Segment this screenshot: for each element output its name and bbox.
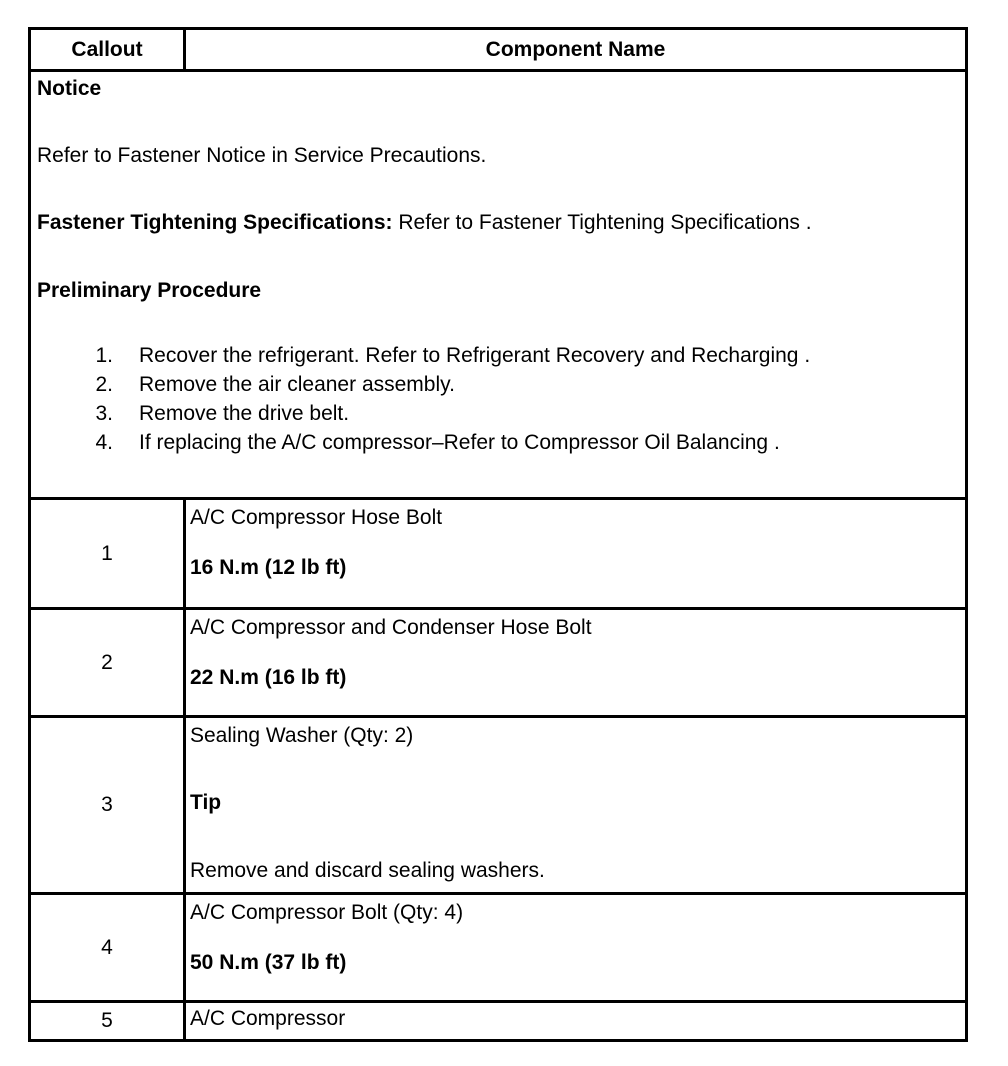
header-component-name: Component Name bbox=[185, 29, 967, 71]
component-cell bbox=[185, 1002, 967, 1041]
component-cell bbox=[185, 717, 967, 894]
table-row bbox=[30, 894, 967, 1002]
component-name: A/C Compressor Bolt (Qty: 4) bbox=[190, 901, 464, 924]
step-number: 2. bbox=[95, 372, 113, 396]
notice-row bbox=[30, 71, 967, 499]
step-text: If replacing the A/C compressor–Refer to Compressor Oil Balancing . bbox=[139, 430, 780, 454]
procedure-title: Preliminary Procedure bbox=[37, 278, 262, 302]
table-row bbox=[30, 1002, 967, 1041]
callout-number: 3 bbox=[30, 717, 185, 894]
callout-number: 4 bbox=[30, 894, 185, 1002]
spec-text: Refer to Fastener Tightening Specifications . bbox=[392, 211, 812, 235]
step-text: Remove the drive belt. bbox=[139, 401, 350, 425]
torque-spec: 22 N.m (16 lb ft) bbox=[190, 666, 347, 690]
procedure-step bbox=[37, 399, 960, 428]
table-row bbox=[30, 717, 967, 894]
tip-label: Tip bbox=[190, 791, 222, 814]
torque-spec: 16 N.m (12 lb ft) bbox=[190, 556, 347, 580]
notice-title: Notice bbox=[37, 77, 102, 100]
step-number: 4. bbox=[95, 430, 113, 454]
component-name: A/C Compressor and Condenser Hose Bolt bbox=[190, 616, 592, 639]
spec-line bbox=[37, 210, 960, 235]
procedure-steps bbox=[37, 341, 960, 457]
component-cell bbox=[185, 894, 967, 1002]
torque-spec: 50 N.m (37 lb ft) bbox=[190, 951, 347, 975]
component-name: A/C Compressor bbox=[190, 1007, 346, 1030]
step-number: 3. bbox=[95, 401, 113, 425]
table-row bbox=[30, 499, 967, 609]
component-cell bbox=[185, 499, 967, 609]
component-name: A/C Compressor Hose Bolt bbox=[190, 506, 443, 529]
component-table bbox=[28, 27, 968, 1042]
spec-label: Fastener Tightening Specifications: bbox=[37, 211, 393, 235]
tip-text: Remove and discard sealing washers. bbox=[190, 859, 545, 882]
callout-number: 1 bbox=[30, 499, 185, 609]
table-row bbox=[30, 609, 967, 717]
procedure-step bbox=[37, 428, 960, 457]
header-row bbox=[30, 29, 967, 71]
header-callout: Callout bbox=[30, 29, 185, 71]
callout-number: 5 bbox=[30, 1002, 185, 1041]
callout-number: 2 bbox=[30, 609, 185, 717]
step-text: Remove the air cleaner assembly. bbox=[139, 372, 455, 396]
step-text: Recover the refrigerant. Refer to Refrigerant Recovery and Recharging . bbox=[139, 343, 811, 367]
component-cell bbox=[185, 609, 967, 717]
step-number: 1. bbox=[95, 343, 113, 367]
procedure-step bbox=[37, 341, 960, 370]
procedure-step bbox=[37, 370, 960, 399]
notice-cell bbox=[30, 71, 967, 499]
notice-text: Refer to Fastener Notice in Service Precautions. bbox=[37, 144, 487, 168]
component-name: Sealing Washer (Qty: 2) bbox=[190, 724, 414, 747]
